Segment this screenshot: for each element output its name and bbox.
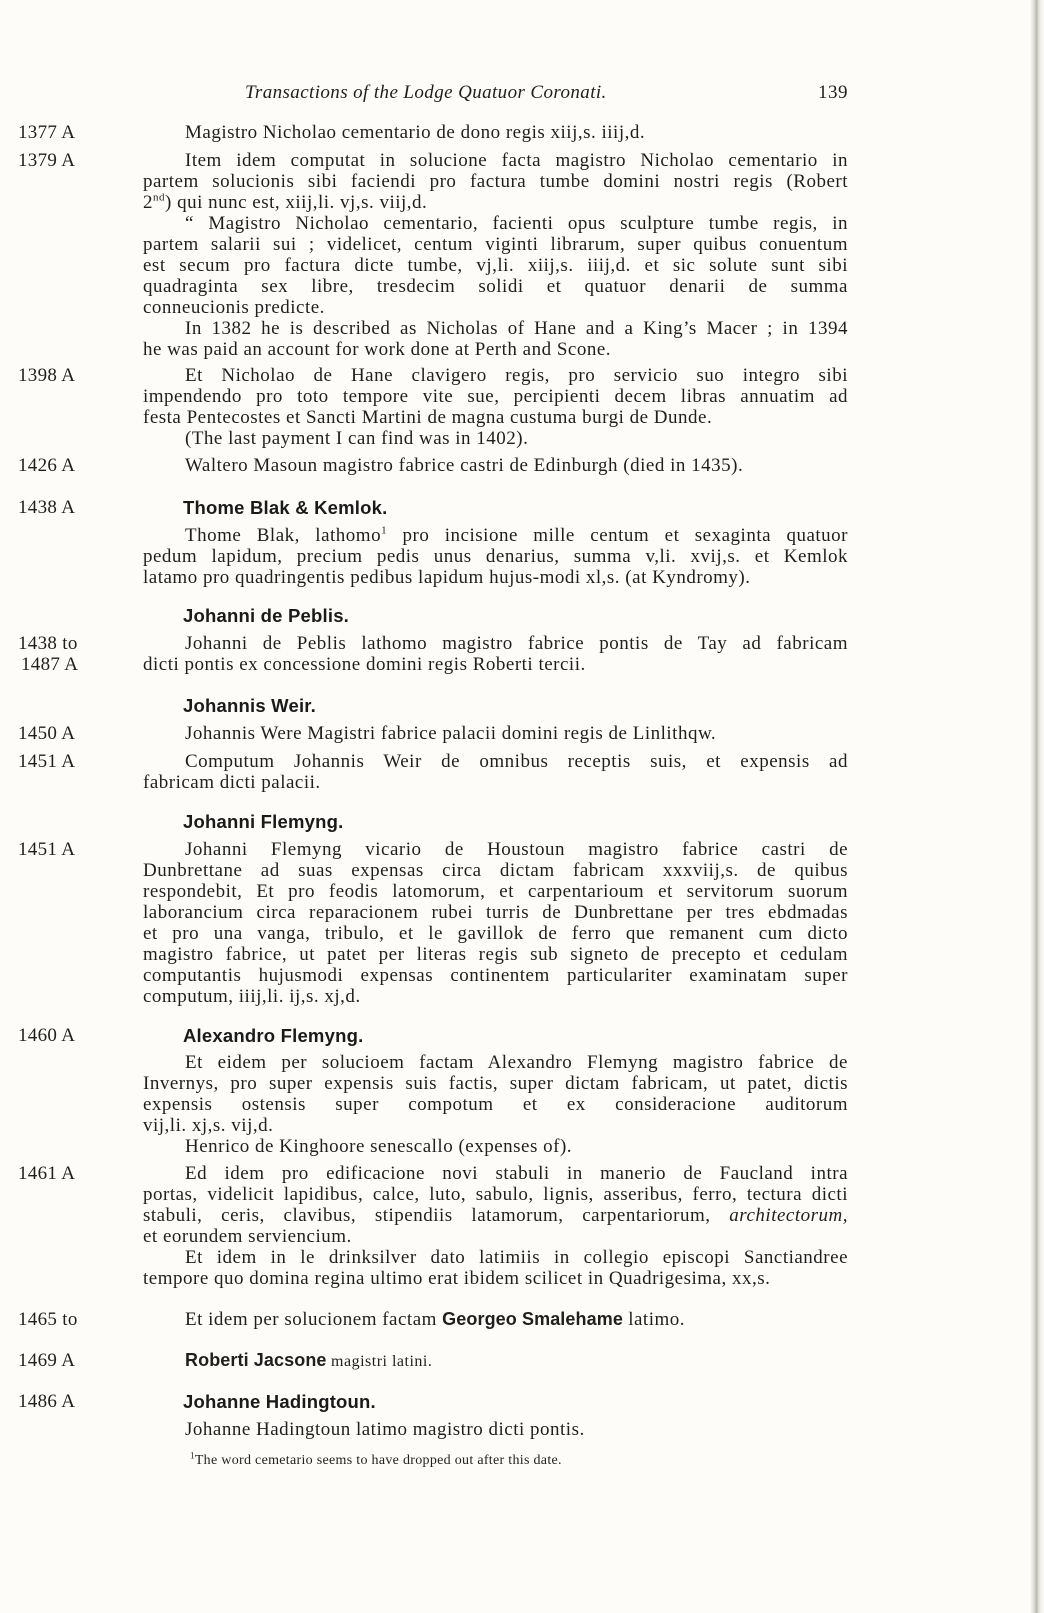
entry-text: [143, 1052, 848, 1157]
italic-word: architectorum,: [729, 1205, 848, 1226]
text-line: Invernys, pro super expensis suis factis, super dictam fabricam, ut patet, dictis: [143, 1073, 848, 1094]
entry-date: 1451 A: [18, 839, 76, 860]
footnote-marker: 1: [381, 524, 388, 537]
text-line: magistro fabrice, ut patet per literas regis sub signeto de precepto et cedulam: [143, 944, 848, 965]
text-line: expensis ostensis super compotum et ex consideracione auditorum: [143, 1094, 848, 1115]
text-fragment: stabuli, ceris, clavibus, stipendiis latamorum, carpentariorum,: [143, 1205, 730, 1226]
text-line: impendendo pro toto tempore vite sue, percipienti decem libras annuatim ad: [143, 386, 848, 407]
entry-text: [143, 365, 848, 449]
entry-date: 1379 A: [18, 150, 76, 171]
section-heading: Johanni de Peblis.: [183, 605, 350, 626]
entry-text: [143, 633, 848, 675]
text-line: computum, iiij,li. ij,s. xj,d.: [143, 986, 361, 1007]
text-line: “ Magistro Nicholao cementario, facienti opus sculpture tumbe regis, in: [185, 213, 848, 234]
text-fragment: ) qui nunc est, xiij,li. vj,s. viij,d.: [165, 192, 428, 213]
text-line: Et Nicholao de Hane clavigero regis, pro servicio suo integro sibi: [185, 365, 848, 386]
page-edge-shadow: [1030, 0, 1044, 1613]
entry-date: 1377 A: [18, 122, 76, 143]
entry-date: 1450 A: [18, 723, 76, 744]
section-heading: Alexandro Flemyng.: [183, 1025, 364, 1046]
text-line: dicti pontis ex concessione domini regis Roberti tercii.: [143, 654, 586, 675]
text-fragment: magistri latini.: [326, 1353, 433, 1370]
entry-date: 1487 A: [21, 654, 79, 675]
entry-date: 1398 A: [18, 365, 76, 386]
text-fragment: Et idem per solucionem factam: [185, 1309, 443, 1330]
text-line: Computum Johannis Weir de omnibus receptis suis, et expensis ad: [185, 751, 848, 772]
entry-date: 1486 A: [18, 1391, 76, 1412]
text-line: [143, 525, 848, 546]
entry-date: 1426 A: [18, 455, 76, 476]
text-line: In 1382 he is described as Nicholas of Hane and a King’s Macer ; in 1394: [185, 318, 848, 339]
section-heading: Johannis Weir.: [183, 695, 317, 716]
text-line: festa Pentecostes et Sancti Martini de magna custuma burgi de Dunde.: [143, 407, 713, 428]
text-line: Magistro Nicholao cementario de dono regis xiij,s. iiij,d.: [185, 122, 646, 143]
entry-text: [143, 525, 848, 588]
text-line: (The last payment I can find was in 1402).: [185, 428, 529, 449]
text-line: fabricam dicti palacii.: [143, 772, 321, 793]
text-line: partem salarii sui ; videlicet, centum viginti librarum, super quibus conuentum: [143, 234, 848, 255]
text-fragment: 2: [143, 192, 153, 213]
text-line: Ed idem pro edificacione novi stabuli in manerio de Faucland intra: [185, 1163, 848, 1184]
text-line: Dunbrettane ad suas expensas circa dictam fabricam xxxviij,s. de quibus: [143, 860, 848, 881]
section-heading: Johanni Flemyng.: [183, 811, 344, 832]
entry-date: 1465 to: [18, 1309, 78, 1330]
entry-text: [143, 455, 848, 476]
text-line: Waltero Masoun magistro fabrice castri de Edinburgh (died in 1435).: [185, 455, 744, 476]
text-line: Item idem computat in solucione facta magistro Nicholao cementario in: [185, 150, 848, 171]
text-line: [143, 192, 848, 213]
text-fragment: Thome Blak, lathomo: [185, 525, 382, 546]
text-line: est secum pro factura dicte tumbe, vj,li. xiij,s. iiij,d. et sic solute sunt sibi: [143, 255, 848, 276]
section-heading: Johanne Hadingtoun.: [183, 1391, 376, 1412]
text-line: Johannis Were Magistri fabrice palacii domini regis de Linlithqw.: [185, 723, 717, 744]
footnote-text: The word cemetario seems to have dropped out after this date.: [194, 1453, 562, 1468]
entry-text: [143, 723, 848, 744]
section-heading: Thome Blak & Kemlok.: [183, 497, 388, 518]
entry-date: 1451 A: [18, 751, 76, 772]
text-fragment: latimo.: [622, 1309, 686, 1330]
text-line: he was paid an account for work done at Perth and Scone.: [143, 339, 612, 360]
text-line: [143, 1309, 848, 1330]
entry-date: 1460 A: [18, 1025, 76, 1046]
text-line: pedum lapidum, precium pedis unus denarius, summa v,li. xvij,s. et Kemlok: [143, 546, 848, 567]
text-line: computantis hujusmodi expensas continentem particulariter examinatam super: [143, 965, 848, 986]
text-line: Henrico de Kinghoore senescallo (expenses of).: [185, 1136, 573, 1157]
entry-text: [143, 150, 848, 360]
text-line: Et eidem per solucioem factam Alexandro Flemyng magistro fabrice de: [185, 1052, 848, 1073]
entry-date: 1438 A: [18, 497, 76, 518]
entry-text: [143, 839, 848, 1007]
text-line: Et idem in le drinksilver dato latimiis in collegio episcopi Sanctiandree: [185, 1247, 848, 1268]
entry-text: [143, 751, 848, 793]
text-line: Johanni de Peblis lathomo magistro fabrice pontis de Tay ad fabricam: [185, 633, 848, 654]
page-number: 139: [818, 82, 848, 103]
entry-text: [143, 122, 848, 143]
text-line: tempore quo domina regina ultimo erat ibidem scilicet in Quadrigesima, xx,s.: [143, 1268, 771, 1289]
person-name: Roberti Jacsone: [185, 1350, 327, 1370]
text-line: conneucionis predicte.: [143, 297, 325, 318]
entry-text: [143, 1309, 848, 1330]
running-title: Transactions of the Lodge Quatuor Coronati.: [245, 82, 607, 103]
text-line: vij,li. xj,s. vij,d.: [143, 1115, 274, 1136]
text-line: Johanne Hadingtoun latimo magistro dicti pontis.: [185, 1419, 585, 1440]
text-line: et eorundem serviencium.: [143, 1226, 352, 1247]
text-line: [143, 1350, 848, 1371]
entry-text: [143, 1419, 848, 1440]
person-name: Georgeo Smalehame: [442, 1309, 623, 1329]
entry-date: 1461 A: [18, 1163, 76, 1184]
entry-date: 1469 A: [18, 1350, 76, 1371]
text-line: partem solucionis sibi faciendi pro factura tumbe domini nostri regis (Robert: [143, 171, 848, 192]
text-line: respondebit, Et pro feodis latomorum, et carpentarioum et servitorum suorum: [143, 881, 848, 902]
footnote-marker: 1: [190, 1450, 195, 1461]
text-line: laborancium circa reparacionem rubei turris de Dunbrettane per tres ebdmadas: [143, 902, 848, 923]
text-line: latamo pro quadringentis pedibus lapidum hujus-modi xl,s. (at Kyndromy).: [143, 567, 751, 588]
text-line: portas, videlicit lapidibus, calce, luto, sabulo, lignis, asseribus, ferro, tectura dicti: [143, 1184, 848, 1205]
text-line: Johanni Flemyng vicario de Houstoun magistro fabrice castri de: [185, 839, 848, 860]
entry-text: [143, 1163, 848, 1289]
text-line: et pro una vanga, tribulo, et le gavillok de ferro que remanent cum dicto: [143, 923, 848, 944]
footnote: [190, 1452, 562, 1470]
text-line: quadraginta sex libre, tresdecim solidi et quatuor denarii de summa: [143, 276, 848, 297]
entry-text: [143, 1350, 848, 1371]
superscript: nd: [153, 191, 165, 204]
entry-date: 1438 to: [18, 633, 78, 654]
text-line: [143, 1205, 848, 1226]
text-fragment: pro incisione mille centum et sexaginta quatuor: [387, 525, 848, 546]
